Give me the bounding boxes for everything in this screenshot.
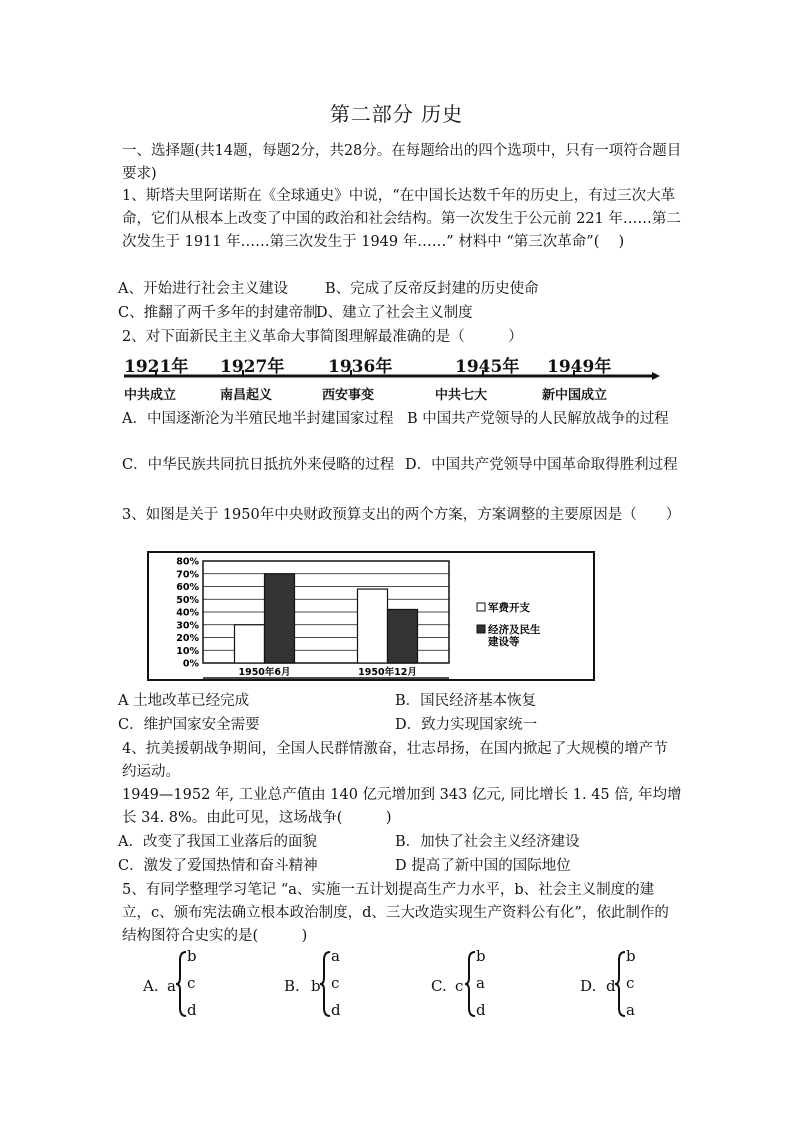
q5-item: b [476,947,486,965]
q5-option-label: A. [143,977,159,995]
legend-label: 军费开支 [488,602,530,614]
y-tick-label: 30% [176,620,199,632]
q5-option-label: B. [284,977,300,995]
q4-option-c: C．激发了爱国热情和奋斗精神 [118,858,318,874]
timeline-event: 西安事变 [322,388,375,403]
q5-item: a [331,947,340,965]
section-heading: 一、选择题(共14题，每题2分，共28分。在每题给出的四个选项中，只有一项符合题目要求) [122,143,682,182]
y-tick-label: 10% [176,645,199,657]
q5-item: a [626,1001,635,1019]
y-tick-label: 50% [176,594,199,606]
question-5-stem: 5、有同学整理学习笔记 “a、实施一五计划提高生产力水平，b、社会主义制度的建立，c、颁布宪法确立根本政治制度，d、三大改造实现生产资料公有化”，依此制作的结构图符合史实的是( ) [122,882,669,944]
timeline-year: 1921年 [124,357,189,377]
legend-swatch [477,603,485,611]
y-tick-label: 0% [182,658,199,670]
y-tick-label: 70% [176,569,199,581]
y-tick-label: 40% [176,607,199,619]
legend-swatch [477,625,485,633]
q5-item: c [626,974,635,992]
bar-economy [388,609,418,663]
timeline-year: 1949年 [547,357,612,377]
legend-label: 建设等 [488,636,520,648]
question-4-stem: 4、抗美援朝战争期间，全国人民群情激奋，壮志昂扬，在国内掀起了大规模的增产节约运动。 [122,741,668,780]
q1-option-b: B、完成了反帝反封建的历史使命 [325,281,539,297]
y-tick-label: 20% [176,633,199,644]
q5-root: d [606,977,616,995]
page-title: 第二部分 历史 [329,102,464,126]
q3-option-c: C．维护国家安全需要 [118,717,260,733]
q5-root: c [455,977,464,995]
q3-option-a: A 土地改革已经完成 [118,693,250,709]
q2-option-d: D．中国共产党领导中国革命取得胜利过程 [405,457,678,473]
q5-item: b [187,947,197,965]
question-4-data: 1949—1952 年, 工业总产值由 140 亿元增加到 343 亿元, 同比增长 1. 45 倍, 年均增长 34. 8%。由此可见，这场战争( ) [122,787,682,826]
x-category-label: 1950年6月 [238,667,291,678]
q5-root: b [311,977,321,995]
question-1-stem: 1、斯塔夫里阿诺斯在《全球通史》中说，“在中国长达数千年的历史上，有过三次大革命，它们从根本上改变了中国的政治和社会结构。第一次发生于公元前 221 年……第二次发生于 1911 年……第三次发生于 1949 年……” 材料中 “第三次革命”( ) [122,188,681,250]
y-tick-label: 80% [176,556,199,568]
q1-option-c: C、推翻了两千多年的封建帝制 [118,305,318,321]
timeline-event: 南昌起义 [220,388,273,403]
timeline-event: 中共七大 [435,388,488,403]
bar-economy [265,574,295,663]
question-2-stem: 2、对下面新民主主义革命大事简图理解最准确的是（ ） [122,329,523,345]
timeline-year: 1945年 [455,357,520,377]
q4-option-b: B．加快了社会主义经济建设 [395,834,580,850]
q4-option-d: D 提高了新中国的国际地位 [395,858,571,874]
q3-option-d: D．致力实现国家统一 [395,717,538,733]
x-category-label: 1950年12月 [358,667,417,678]
q1-option-a: A、开始进行社会主义建设 [118,281,288,297]
q1-option-d: D、建立了社会主义制度 [316,305,473,321]
q5-item: a [476,974,485,992]
q5-root: a [167,977,176,995]
legend-label: 经济及民生 [488,624,541,636]
budget-bar-chart [147,551,595,681]
q3-option-b: B．国民经济基本恢复 [395,693,537,709]
q2-option-a: A．中国逐渐沦为半殖民地半封建国家过程 [122,411,394,427]
budget-chart [147,551,595,681]
bar-military [235,625,265,663]
q5-option-label: D. [580,977,597,995]
question-3-stem: 3、如图是关于 1950年中央财政预算支出的两个方案，方案调整的主要原因是（ ） [122,507,681,523]
q5-item: d [187,1001,197,1019]
timeline-event: 新中国成立 [542,388,608,403]
q5-item: b [626,947,636,965]
timeline-event: 中共成立 [124,388,177,403]
q5-item: d [331,1001,341,1019]
y-tick-label: 60% [176,582,199,593]
q2-option-c: C．中华民族共同抗日抵抗外来侵略的过程 [122,457,395,473]
q5-item: c [331,974,340,992]
q5-option-label: C. [431,977,447,995]
q4-option-a: A．改变了我国工业落后的面貌 [118,834,317,850]
bar-military [358,589,388,663]
q2-option-b: B 中国共产党领导的人民解放战争的过程 [407,411,669,427]
timeline-year: 1936年 [328,357,393,377]
q5-item: c [187,974,196,992]
revolution-timeline [122,352,662,402]
q5-item: d [476,1001,486,1019]
timeline-year: 1927年 [220,357,285,377]
